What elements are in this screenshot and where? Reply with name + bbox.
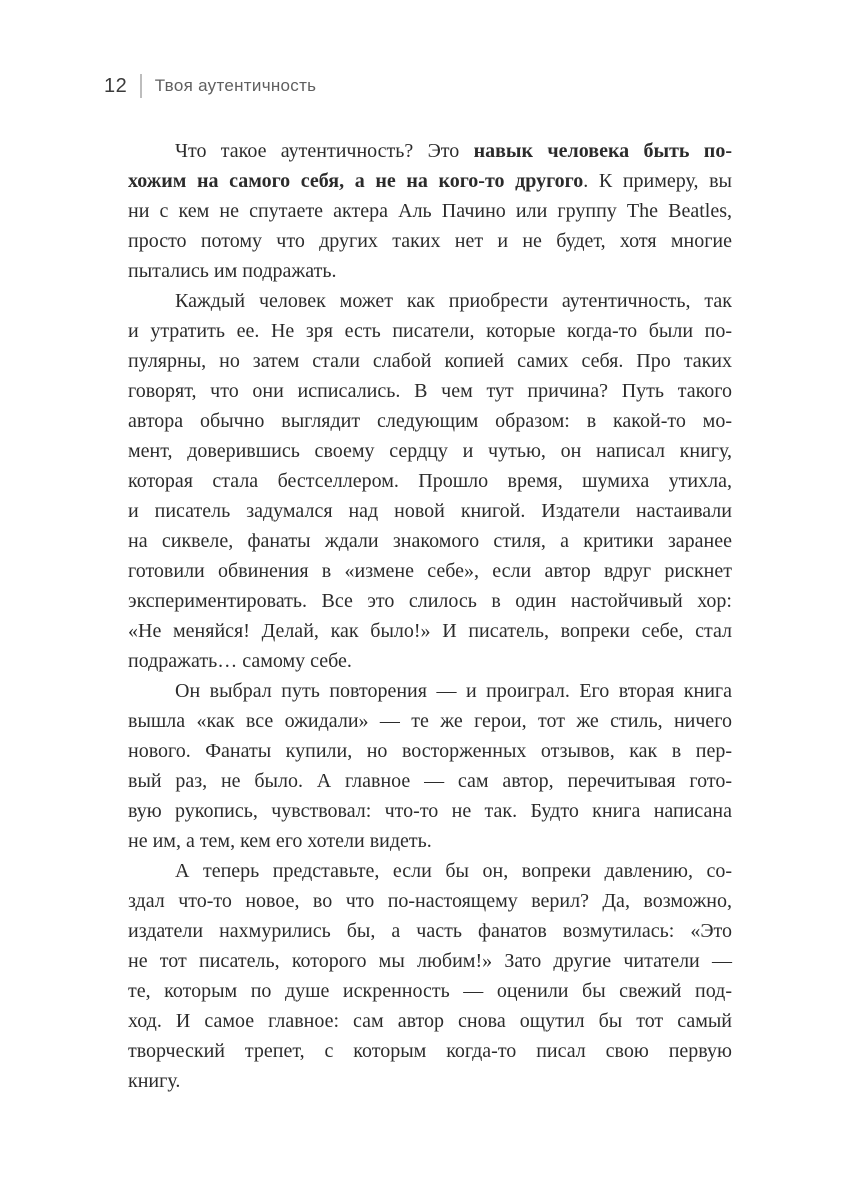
text-line <box>128 1066 732 1096</box>
text-line <box>128 706 732 736</box>
running-title: Твоя аутентичность <box>154 76 317 95</box>
text-segment: Каждый человек может как приобрести аутентичность, так <box>175 290 732 312</box>
text-segment: Что такое аутентичность? Это <box>175 140 474 162</box>
text-line <box>128 856 732 886</box>
text-segment: вышла «как все ожидали» — те же герои, тот же стиль, ничего <box>128 710 732 732</box>
text-segment: нового. Фанаты купили, но восторженных отзывов, как в пер- <box>128 740 732 762</box>
paragraph <box>128 856 732 1096</box>
text-segment: вый раз, не было. А главное — сам автор, перечитывая гото- <box>128 770 732 792</box>
text-line <box>128 976 732 1006</box>
text-segment: А теперь представьте, если бы он, вопреки давлению, со- <box>175 860 732 882</box>
bold-emphasis: хожим на самого себя, а не на кого-то другого <box>128 170 584 192</box>
text-segment: вую рукопись, чувствовал: что-то не так. Будто книга написана <box>128 800 732 822</box>
text-segment: ни с кем не спутаете актера Аль Пачино или группу The Beatles, <box>128 200 732 222</box>
text-line <box>128 886 732 916</box>
text-line <box>128 376 732 406</box>
text-line <box>128 346 732 376</box>
text-segment: автора обычно выглядит следующим образом: в какой-то мо- <box>128 410 732 432</box>
text-segment: ход. И самое главное: сам автор снова ощутил бы тот самый <box>128 1010 732 1032</box>
text-line <box>128 826 732 856</box>
text-segment: и утратить ее. Не зря есть писатели, которые когда-то были по- <box>128 320 732 342</box>
text-line <box>128 256 732 286</box>
text-line <box>128 616 732 646</box>
text-line <box>128 736 732 766</box>
text-segment: здал что-то новое, во что по-настоящему верил? Да, возможно, <box>128 890 732 912</box>
text-segment: . К примеру, вы <box>583 170 732 192</box>
text-segment: не тот писатель, которого мы любим!» Зато другие читатели — <box>128 950 732 972</box>
text-line <box>128 286 732 316</box>
text-line <box>128 646 732 676</box>
text-line <box>128 586 732 616</box>
text-line <box>128 136 732 166</box>
paragraph <box>128 136 732 286</box>
text-segment: говорят, что они исписались. В чем тут причина? Путь такого <box>128 380 732 402</box>
text-line <box>128 1006 732 1036</box>
text-segment: на сиквеле, фанаты ждали знакомого стиля, а критики заранее <box>128 530 732 552</box>
text-line <box>128 316 732 346</box>
text-segment: просто потому что других таких нет и не будет, хотя многие <box>128 230 732 252</box>
paragraph <box>128 676 732 856</box>
text-line <box>128 406 732 436</box>
text-segment: книгу. <box>128 1070 181 1092</box>
text-line <box>128 226 732 256</box>
text-line <box>128 676 732 706</box>
text-segment: не им, а тем, кем его хотели видеть. <box>128 830 432 852</box>
text-line <box>128 496 732 526</box>
text-line <box>128 766 732 796</box>
text-segment: те, которым по душе искренность — оценили бы свежий под- <box>128 980 732 1002</box>
text-segment: творческий трепет, с которым когда-то писал свою первую <box>128 1040 732 1062</box>
text-line <box>128 526 732 556</box>
text-segment: издатели нахмурились бы, а часть фанатов возмутилась: «Это <box>128 920 732 942</box>
text-line <box>128 466 732 496</box>
text-segment: которая стала бестселлером. Прошло время, шумиха утихла, <box>128 470 732 492</box>
text-segment: пулярны, но затем стали слабой копией самих себя. Про таких <box>128 350 732 372</box>
text-line <box>128 916 732 946</box>
body-text <box>128 136 732 1096</box>
text-line <box>128 166 732 196</box>
text-segment: Он выбрал путь повторения — и проиграл. Его вторая книга <box>175 680 732 702</box>
text-segment: экспериментировать. Все это слилось в один настойчивый хор: <box>128 590 732 612</box>
page-number: 12 <box>104 74 128 97</box>
text-segment: «Не меняйся! Делай, как было!» И писатель, вопреки себе, стал <box>128 620 732 642</box>
header-divider <box>140 74 142 98</box>
text-line <box>128 946 732 976</box>
paragraph <box>128 286 732 676</box>
text-line <box>128 796 732 826</box>
text-segment: подражать… самому себе. <box>128 650 352 672</box>
text-line <box>128 556 732 586</box>
text-line <box>128 1036 732 1066</box>
page-header <box>104 74 316 98</box>
text-line <box>128 436 732 466</box>
text-segment: и писатель задумался над новой книгой. Издатели настаивали <box>128 500 732 522</box>
text-segment: пытались им подражать. <box>128 260 337 282</box>
bold-emphasis: навык человека быть по- <box>473 140 732 162</box>
text-segment: мент, доверившись своему сердцу и чутью, он написал книгу, <box>128 440 732 462</box>
text-segment: готовили обвинения в «измене себе», если автор вдруг рискнет <box>128 560 732 582</box>
text-line <box>128 196 732 226</box>
